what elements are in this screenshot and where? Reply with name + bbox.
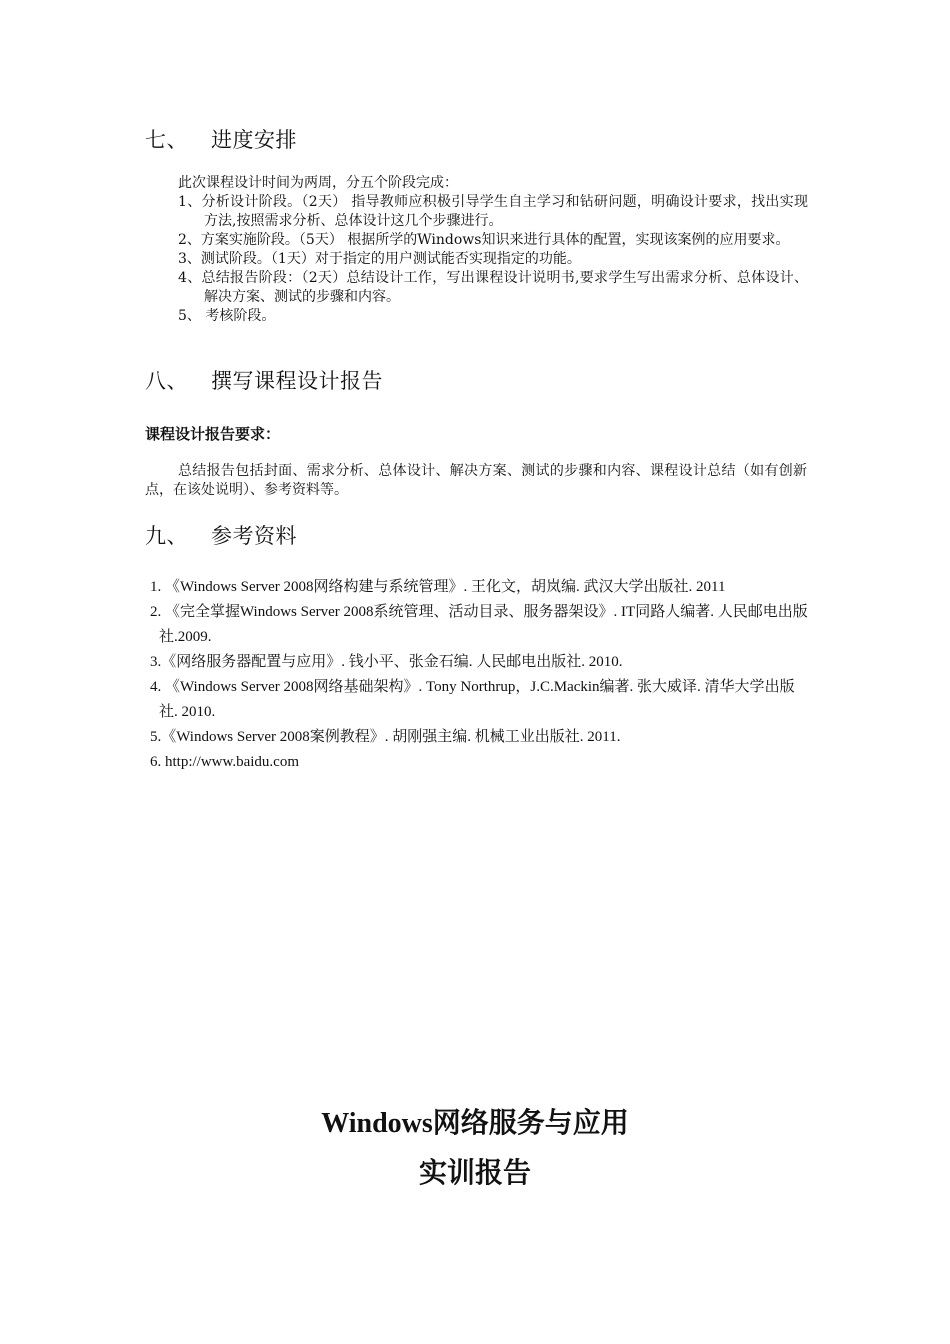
section-7-title: 进度安排 [211, 128, 297, 152]
section-7-number: 七、 [145, 128, 188, 152]
report-requirements-subheading: 课程设计报告要求： [145, 425, 281, 443]
report-requirements-paragraph: 总结报告包括封面、需求分析、总体设计、解决方案、测试的步骤和内容、课程设计总结（如有创新点，在该处说明）、参考资料等。 [145, 463, 807, 498]
reference-link[interactable]: 6. http://www.baidu.com [150, 754, 300, 770]
section-7-intro: 此次课程设计时间为两周，分五个阶段完成： [178, 175, 458, 191]
section-8-number: 八、 [145, 369, 188, 393]
schedule-step: 2、方案实施阶段。（5天） 根据所学的Windows知识来进行具体的配置，实现该案例的应用要求。 [178, 232, 790, 248]
schedule-step: 4、总结报告阶段：（2天）总结设计工作，写出课程设计说明书,要求学生写出需求分析、总体设计、解决方案、测试的步骤和内容。 [178, 270, 808, 305]
schedule-step: 3、测试阶段。（1天）对于指定的用户测试能否实现指定的功能。 [178, 251, 581, 267]
references-list [150, 575, 810, 775]
schedule-steps-list [178, 193, 808, 326]
reference-item: 2. 《完全掌握Windows Server 2008系统管理、活动目录、服务器架设》. IT同路人编著. 人民邮电出版社.2009. [150, 604, 808, 645]
section-9-title: 参考资料 [211, 524, 297, 548]
cover-subtitle: 实训报告 [418, 1158, 531, 1189]
section-7-heading [145, 126, 297, 154]
cover-title: Windows网络服务与应用 [321, 1108, 629, 1139]
schedule-step: 1、分析设计阶段。（2天） 指导教师应积极引导学生自主学习和钻研问题，明确设计要求，找出实现方法,按照需求分析、总体设计这几个步骤进行。 [178, 194, 808, 229]
section-8-title: 撰写课程设计报告 [211, 369, 383, 393]
reference-item: 4. 《Windows Server 2008网络基础架构》. Tony Northrup，J.C.Mackin编著. 张大威译. 清华大学出版社. 2010. [150, 679, 795, 720]
reference-item: 5.《Windows Server 2008案例教程》. 胡刚强主编. 机械工业出版社. 2011. [150, 729, 621, 745]
schedule-step: 5、 考核阶段。 [178, 308, 276, 324]
section-9-heading [145, 522, 297, 550]
reference-item: 1. 《Windows Server 2008网络构建与系统管理》. 王化文，胡岚编. 武汉大学出版社. 2011 [150, 579, 726, 595]
section-9-number: 九、 [145, 524, 188, 548]
section-8-heading [145, 367, 383, 395]
reference-item: 3.《网络服务器配置与应用》. 钱小平、张金石编. 人民邮电出版社. 2010. [150, 654, 623, 670]
